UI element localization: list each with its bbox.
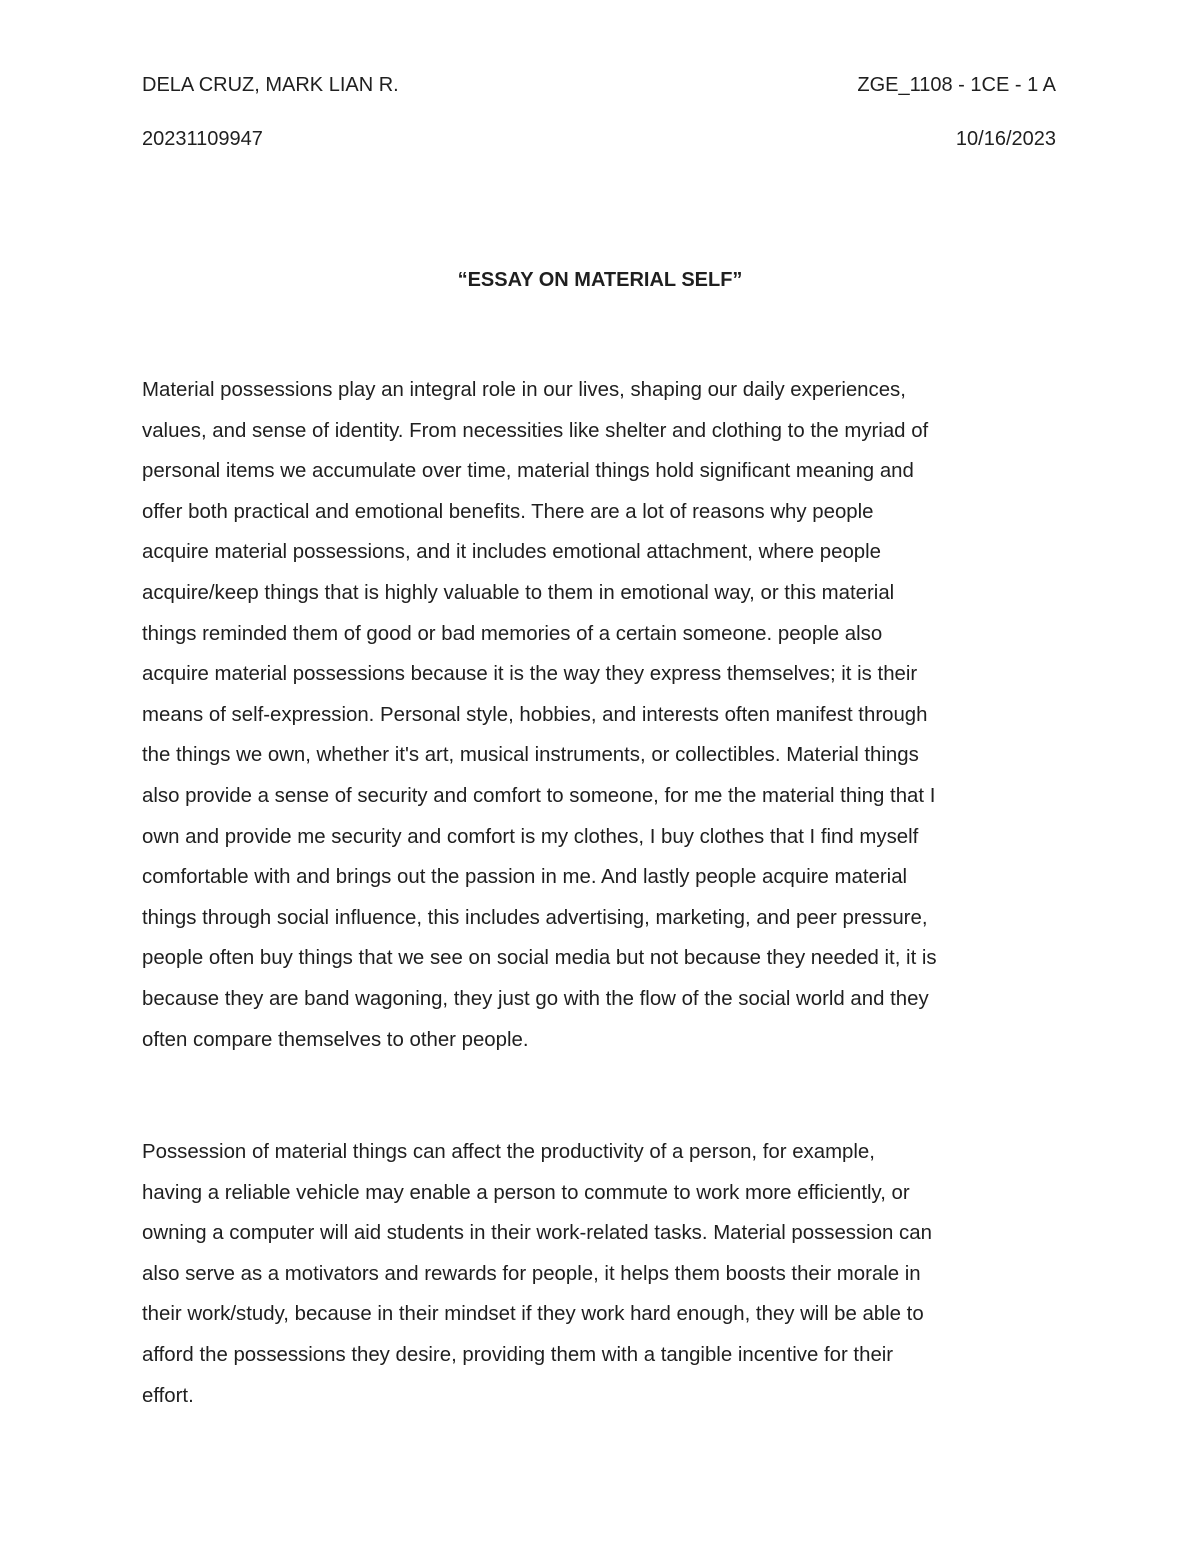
paragraph-line: values, and sense of identity. From necessities like shelter and clothing to the myriad of xyxy=(142,419,929,442)
paragraph-line: having a reliable vehicle may enable a person to commute to work more efficiently, or xyxy=(142,1181,910,1204)
paragraph-line: the things we own, whether it's art, musical instruments, or collectibles. Material things xyxy=(142,744,919,767)
paragraph-line: offer both practical and emotional benefits. There are a lot of reasons why people xyxy=(142,500,874,523)
essay-paragraph-1 xyxy=(142,370,1062,1060)
paragraph-line: acquire material possessions, and it includes emotional attachment, where people xyxy=(142,541,882,564)
paragraph-line: also serve as a motivators and rewards for people, it helps them boosts their morale in xyxy=(142,1262,921,1285)
header-row-bottom xyxy=(142,127,1056,151)
paragraph-line: afford the possessions they desire, providing them with a tangible incentive for their xyxy=(142,1343,894,1366)
course-section: ZGE_1108 - 1CE - 1 A xyxy=(857,74,1056,96)
paragraph-line: also provide a sense of security and comfort to someone, for me the material thing that I xyxy=(142,784,936,807)
paragraph-line: effort. xyxy=(142,1384,194,1407)
paragraph-line: things through social influence, this includes advertising, marketing, and peer pressure, xyxy=(142,906,928,929)
paragraph-line: their work/study, because in their mindset if they work hard enough, they will be able to xyxy=(142,1303,924,1326)
paragraph-line: means of self-expression. Personal style, hobbies, and interests often manifest through xyxy=(142,703,928,726)
paragraph-line: acquire material possessions because it is the way they express themselves; it is their xyxy=(142,663,918,686)
paragraph-line: personal items we accumulate over time, material things hold significant meaning and xyxy=(142,460,914,483)
paragraph-line: things reminded them of good or bad memories of a certain someone. people also xyxy=(142,622,883,645)
paragraph-line: owning a computer will aid students in their work-related tasks. Material possession can xyxy=(142,1222,932,1245)
paragraph-line: Possession of material things can affect the productivity of a person, for example, xyxy=(142,1141,875,1163)
essay-title: “ESSAY ON MATERIAL SELF” xyxy=(457,269,743,291)
paragraph-line: own and provide me security and comfort is my clothes, I buy clothes that I find myself xyxy=(142,825,919,848)
header-row-top xyxy=(142,73,1056,97)
paragraph-line: comfortable with and brings out the passion in me. And lastly people acquire material xyxy=(142,866,908,889)
essay-date: 10/16/2023 xyxy=(955,128,1056,150)
paragraph-line: people often buy things that we see on social media but not because they needed it, it is xyxy=(142,947,937,970)
paragraph-line: because they are band wagoning, they just go with the flow of the social world and they xyxy=(142,987,929,1010)
paragraph-line: often compare themselves to other people. xyxy=(142,1028,529,1051)
essay-paragraph-2 xyxy=(142,1132,1062,1416)
paragraph-line: acquire/keep things that is highly valuable to them in emotional way, or this material xyxy=(142,581,895,604)
student-number: 20231109947 xyxy=(142,128,263,150)
paragraph-line: Material possessions play an integral role in our lives, shaping our daily experiences, xyxy=(142,379,906,401)
student-name: DELA CRUZ, MARK LIAN R. xyxy=(142,74,399,96)
